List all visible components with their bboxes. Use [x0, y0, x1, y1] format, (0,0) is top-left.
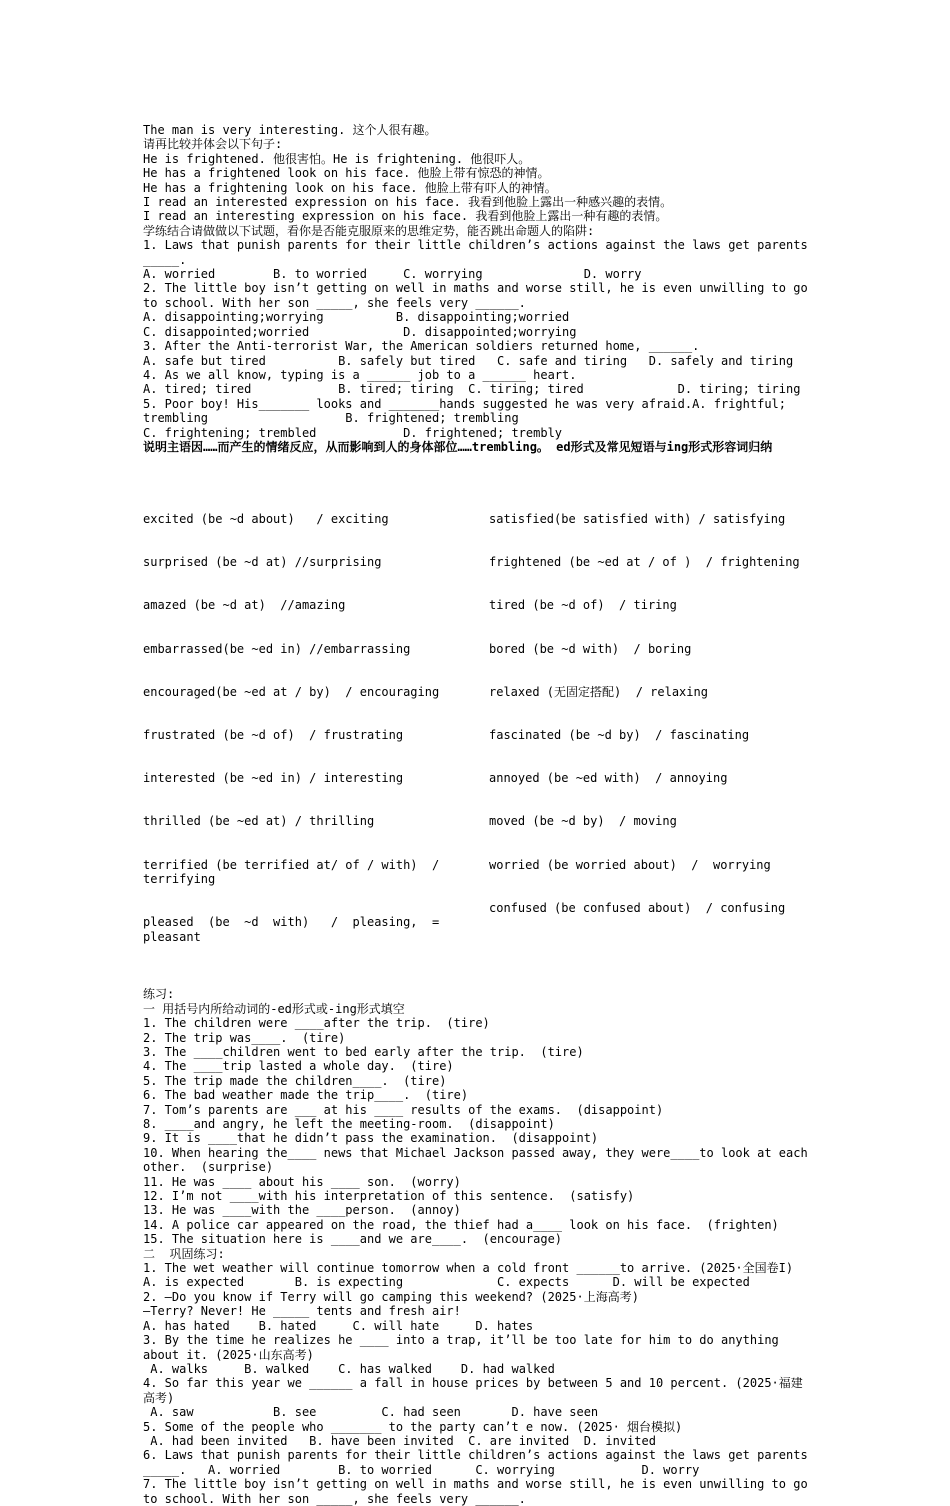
word-pair: fascinated (be ~d by) / fascinating — [489, 728, 750, 743]
word-pair: thrilled (be ~ed at) / thrilling — [143, 814, 375, 829]
answer-options: A. had been invited B. have been invited C. are invited D. invited — [143, 1433, 656, 1448]
word-pair: tired (be ~d of) / tiring — [489, 598, 677, 613]
intro-line: He has a frightened look on his face. 他脸上带有惊恐的神情。 — [143, 166, 550, 181]
answer-options: A. disappointing;worrying B. disappointing;worried — [143, 310, 570, 325]
word-pair: relaxed (无固定搭配) / relaxing — [489, 684, 708, 699]
word-pairs-table — [143, 483, 810, 973]
answer-options: A. safe but tired B. safely but tired C. safe and tiring D. safely and tiring — [143, 353, 794, 368]
answer-options: A. walks B. walked C. has walked D. had walked — [143, 1361, 555, 1376]
intro-line: 请再比较并体会以下句子: — [143, 137, 283, 152]
exercise-item: 8. ____and angry, he left the meeting-room. (disappoint) — [143, 1117, 555, 1131]
question-text: 3. After the Anti-terrorist War, the American soldiers returned home, ______. — [143, 339, 700, 354]
word-pair: frightened (be ~ed at / of ) / frightening — [489, 555, 800, 570]
question-text: 2. The little boy isn’t getting on well in maths and worse still, he is even unwilling to go to school. With her son _____, she feels very ______. — [143, 281, 815, 310]
question-text: 1. Laws that punish parents for their little children’s actions against the laws get parents _____. — [143, 238, 815, 267]
word-pair: annoyed (be ~ed with) / annoying — [489, 771, 728, 786]
word-pair: pleased (be ~d with) / pleasing, = pleasant — [143, 915, 447, 944]
exercise-item: 11. He was ____ about his ____ son. (worry) — [143, 1174, 461, 1189]
exercise-item: 5. The trip made the children____. (tire) — [143, 1073, 447, 1088]
intro-line: 学练结合请做做以下试题，看你是否能克服原来的思维定势，能否跳出命题人的陷阱: — [143, 223, 595, 238]
spacer — [143, 454, 810, 483]
question-text: 1. The wet weather will continue tomorrow when a cold front ______to arrive. (2025·全国卷I) — [143, 1261, 794, 1276]
answer-options: C. frightening; trembled D. frightened; trembly — [143, 425, 563, 440]
word-pair: bored (be ~d with) / boring — [489, 641, 692, 656]
question-text: 3. By the time he realizes he ____ into a trap, it’ll be too late for him to do anything about it. (2025·山东高考) — [143, 1333, 786, 1362]
practice2-heading: 二 巩固练习: — [143, 1246, 225, 1261]
word-pair: embarrassed(be ~ed in) //embarrassing — [143, 641, 411, 656]
intro-line: The man is very interesting. 这个人很有趣。 — [143, 123, 437, 137]
word-pair: terrified (be terrified at/ of / with) / terrifying — [143, 857, 447, 887]
practice2-list — [143, 1261, 815, 1506]
exercise-item: 10. When hearing the____ news that Michael Jackson passed away, they were____to look at each other. (surprise) — [143, 1145, 815, 1175]
exercise-item: 13. He was ____with the ____person. (annoy) — [143, 1203, 461, 1218]
answer-options: A. worried B. to worried C. worrying D. worry — [143, 267, 642, 282]
question-text: 4. As we all know, typing is a ______ job to a ______ heart. — [143, 367, 577, 382]
word-pair: frustrated (be ~d of) / frustrating — [143, 728, 404, 743]
spacer — [143, 973, 810, 987]
word-pair: encouraged(be ~ed at / by) / encouraging — [143, 684, 440, 699]
word-pair: surprised (be ~d at) //surprising — [143, 555, 382, 570]
question-text: 7. The little boy isn’t getting on well in maths and worse still, he is even unwilling to go to school. With her son _____, she feels very ______. — [143, 1477, 815, 1506]
question-text: 5. Poor boy! His_______ looks and _______hands suggested he was very afraid.A. frightful; trembling B. frightened; trembling — [143, 396, 794, 426]
word-pair: satisfied(be satisfied with) / satisfying — [489, 511, 786, 526]
word-pair: moved (be ~d by) / moving — [489, 814, 677, 829]
word-pair: excited (be ~d about) / exciting — [143, 511, 389, 526]
word-pairs-left-column — [143, 483, 489, 973]
word-pair: interested (be ~ed in) / interesting — [143, 771, 404, 786]
intro-section — [143, 123, 810, 238]
answer-options: A. is expected B. is expecting C. expects D. will be expected — [143, 1275, 750, 1290]
exercise-item: 6. The bad weather made the trip____. (tire) — [143, 1088, 469, 1103]
exercise-item: 2. The trip was____. (tire) — [143, 1030, 346, 1045]
question-text: 2. —Do you know if Terry will go camping this weekend? (2025·上海高考) — [143, 1289, 639, 1304]
document-body — [143, 123, 815, 1506]
word-pair: confused (be confused about) / confusing — [489, 900, 786, 915]
question-text: 4. So far this year we ______ a fall in house prices by between 5 and 10 percent. (2025·福建高考) — [143, 1376, 803, 1405]
question-text: 5. Some of the people who _______ to the party can’t e now. (2025· 烟台模拟) — [143, 1419, 683, 1434]
exercise-item: 15. The situation here is ____and we are____. (encourage) — [143, 1232, 563, 1247]
exercise-item: 12. I’m not ____with his interpretation of this sentence. (satisfy) — [143, 1189, 635, 1204]
word-pair: worried (be worried about) / worrying — [489, 857, 771, 872]
word-pairs-right-column — [489, 483, 810, 973]
answer-options: A. tired; tired B. tired; tiring C. tiring; tired D. tiring; tiring — [143, 382, 801, 397]
intro-line: I read an interesting expression on his face. 我看到他脸上露出一种有趣的表情。 — [143, 209, 668, 224]
answer-options: C. disappointed;worried D. disappointed;worrying — [143, 324, 577, 339]
exercise-item: 4. The ____trip lasted a whole day. (tire) — [143, 1059, 454, 1074]
question-text: —Terry? Never! He _____ tents and fresh air! — [143, 1304, 461, 1319]
practice-title: 练习: — [143, 987, 175, 1002]
answer-options: A. saw B. see C. had seen D. have seen — [143, 1405, 599, 1420]
intro-line: I read an interested expression on his face. 我看到他脸上露出一种感兴趣的表情。 — [143, 195, 673, 210]
practice1-heading: 一 用括号内所给动词的-ed形式或-ing形式填空 — [143, 1001, 405, 1016]
exam-questions-1 — [143, 238, 815, 440]
question-text: 6. Laws that punish parents for their little children’s actions against the laws get parents _____. A. worried B. to worried C. worrying D. worry — [143, 1448, 815, 1477]
practice1-list — [143, 1016, 815, 1247]
word-pair: amazed (be ~d at) //amazing — [143, 598, 346, 613]
exercise-item: 9. It is ____that he didn’t pass the examination. (disappoint) — [143, 1131, 599, 1146]
intro-line: He has a frightening look on his face. 他脸上带有吓人的神情。 — [143, 180, 557, 195]
explanation-note: 说明主语因……而产生的情绪反应，从而影响到人的身体部位……trembling。 ed形式及常见短语与ing形式形容词归纳 — [143, 439, 773, 454]
exercise-item: 14. A police car appeared on the road, the thief had a____ look on his face. (frighten) — [143, 1217, 779, 1232]
exercise-item: 3. The ____children went to bed early after the trip. (tire) — [143, 1044, 584, 1059]
exercise-item: 7. Tom’s parents are ___ at his ____ results of the exams. (disappoint) — [143, 1102, 664, 1117]
answer-options: A. has hated B. hated C. will hate D. hates — [143, 1318, 534, 1333]
intro-line: He is frightened. 他很害怕。He is frightening. 他很吓人。 — [143, 151, 531, 166]
exercise-item: 1. The children were ____after the trip. (tire) — [143, 1016, 490, 1031]
